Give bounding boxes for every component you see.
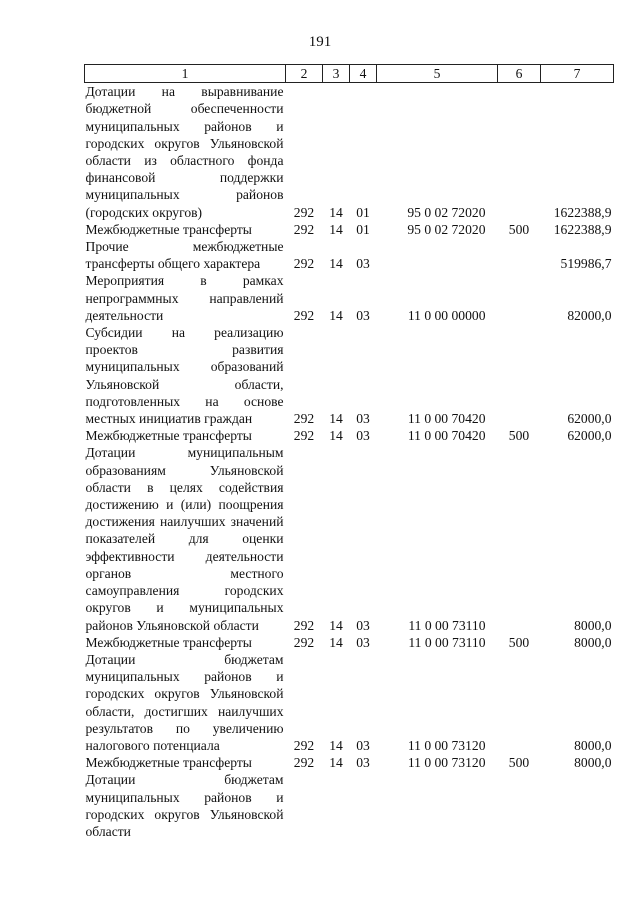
row-section: 14 bbox=[329, 737, 343, 753]
row-expense-type: 500 bbox=[508, 755, 530, 771]
row-ministry-code: 292 bbox=[293, 737, 315, 753]
row-expense-type bbox=[498, 272, 541, 324]
row-ministry-code: 292 bbox=[293, 221, 315, 237]
row-amount: 8000,0 bbox=[574, 755, 612, 771]
row-target-article: 11 0 00 70420 bbox=[407, 411, 486, 427]
row-expense-type: 500 bbox=[508, 221, 530, 237]
table-row bbox=[85, 221, 614, 238]
row-amount: 62000,0 bbox=[567, 428, 612, 444]
table-row bbox=[85, 444, 614, 633]
row-ministry-code: 292 bbox=[293, 755, 315, 771]
row-section: 14 bbox=[329, 204, 343, 220]
row-name: Межбюджетные трансферты bbox=[85, 428, 252, 444]
row-section: 14 bbox=[329, 307, 343, 323]
row-target-article: 11 0 00 00000 bbox=[407, 307, 486, 323]
header-col-5: 5 bbox=[377, 65, 498, 83]
row-subsection: 01 bbox=[356, 204, 370, 220]
row-amount: 1622388,9 bbox=[553, 221, 612, 237]
header-col-7: 7 bbox=[541, 65, 614, 83]
table-row bbox=[85, 324, 614, 427]
header-col-6: 6 bbox=[498, 65, 541, 83]
row-subsection: 03 bbox=[356, 634, 370, 650]
row-ministry-code: 292 bbox=[293, 204, 315, 220]
row-name: Дотации бюджетам муниципальных районов и городских округов Ульяновской области, достигших наилучших результатов по увеличению налогового потенциала bbox=[85, 651, 284, 753]
row-section: 14 bbox=[329, 428, 343, 444]
row-amount: 8000,0 bbox=[574, 737, 612, 753]
table-body bbox=[85, 83, 614, 840]
table-row bbox=[85, 771, 614, 840]
table-row bbox=[85, 427, 614, 444]
budget-table bbox=[84, 64, 614, 840]
header-row bbox=[85, 65, 614, 83]
row-target-article bbox=[377, 771, 498, 840]
row-ministry-code: 292 bbox=[293, 256, 315, 272]
row-name: Дотации на выравнивание бюджетной обеспеченности муниципальных районов и городских округов Ульяновской области из областного фонда финансовой поддержки муниципальных районов (городских округов) bbox=[85, 84, 284, 220]
row-name: Межбюджетные трансферты bbox=[85, 755, 252, 771]
row-amount: 62000,0 bbox=[567, 411, 612, 427]
row-amount: 8000,0 bbox=[574, 617, 612, 633]
row-subsection: 01 bbox=[356, 221, 370, 237]
table-row bbox=[85, 272, 614, 324]
table-row bbox=[85, 83, 614, 221]
row-section: 14 bbox=[329, 634, 343, 650]
row-target-article bbox=[377, 238, 498, 272]
row-amount: 519986,7 bbox=[560, 256, 612, 272]
row-expense-type bbox=[498, 651, 541, 754]
table-row bbox=[85, 238, 614, 272]
table-row bbox=[85, 754, 614, 771]
row-amount: 1622388,9 bbox=[553, 204, 612, 220]
row-name: Субсидии на реализацию проектов развития муниципальных образований Ульяновской области, подготовленных на основе местных инициатив граждан bbox=[85, 325, 284, 427]
row-ministry-code: 292 bbox=[293, 428, 315, 444]
row-subsection: 03 bbox=[356, 755, 370, 771]
row-subsection: 03 bbox=[356, 256, 370, 272]
row-expense-type: 500 bbox=[508, 634, 530, 650]
header-col-4: 4 bbox=[350, 65, 377, 83]
row-expense-type bbox=[498, 83, 541, 221]
row-subsection: 03 bbox=[356, 617, 370, 633]
row-name: Дотации бюджетам муниципальных районов и городских округов Ульяновской области bbox=[85, 772, 284, 839]
row-expense-type bbox=[498, 238, 541, 272]
row-subsection: 03 bbox=[356, 737, 370, 753]
row-section bbox=[323, 771, 350, 840]
header-col-3: 3 bbox=[323, 65, 350, 83]
row-name: Мероприятия в рамках непрограммных направлений деятельности bbox=[85, 273, 284, 323]
row-name: Межбюджетные трансферты bbox=[85, 634, 252, 650]
row-target-article: 95 0 02 72020 bbox=[407, 204, 486, 220]
row-ministry-code: 292 bbox=[293, 634, 315, 650]
row-target-article: 11 0 00 73110 bbox=[408, 617, 486, 633]
row-section: 14 bbox=[329, 617, 343, 633]
row-expense-type: 500 bbox=[508, 428, 530, 444]
row-amount: 8000,0 bbox=[574, 634, 612, 650]
row-name: Дотации муниципальным образованиям Ульяновской области в целях содействия достижению и (или) поощрения достижения наилучших значений показателей для оценки эффективности деятельности органов местного самоуправления городских округов и муниципальных районов Ульяновской области bbox=[85, 445, 284, 633]
row-subsection: 03 bbox=[356, 428, 370, 444]
row-expense-type bbox=[498, 444, 541, 633]
table-row bbox=[85, 651, 614, 754]
row-target-article: 11 0 00 73110 bbox=[408, 634, 486, 650]
row-name: Межбюджетные трансферты bbox=[85, 221, 252, 237]
row-name: Прочие межбюджетные трансферты общего характера bbox=[85, 239, 284, 272]
row-section: 14 bbox=[329, 755, 343, 771]
row-target-article: 11 0 00 73120 bbox=[407, 737, 486, 753]
table-row bbox=[85, 634, 614, 651]
row-amount: 82000,0 bbox=[567, 307, 612, 323]
row-amount bbox=[541, 771, 614, 840]
row-ministry-code: 292 bbox=[293, 411, 315, 427]
row-expense-type bbox=[498, 771, 541, 840]
row-target-article: 11 0 00 70420 bbox=[407, 428, 486, 444]
row-section: 14 bbox=[329, 256, 343, 272]
row-expense-type bbox=[498, 324, 541, 427]
header-col-2: 2 bbox=[286, 65, 323, 83]
row-section: 14 bbox=[329, 221, 343, 237]
row-target-article: 95 0 02 72020 bbox=[407, 221, 486, 237]
table-header bbox=[85, 65, 614, 83]
row-ministry-code: 292 bbox=[293, 307, 315, 323]
header-col-1: 1 bbox=[85, 65, 286, 83]
row-section: 14 bbox=[329, 411, 343, 427]
row-target-article: 11 0 00 73120 bbox=[407, 755, 486, 771]
row-subsection bbox=[350, 771, 377, 840]
row-subsection: 03 bbox=[356, 307, 370, 323]
row-ministry-code bbox=[286, 771, 323, 840]
row-ministry-code: 292 bbox=[293, 617, 315, 633]
row-subsection: 03 bbox=[356, 411, 370, 427]
page-number: 191 bbox=[308, 34, 332, 50]
